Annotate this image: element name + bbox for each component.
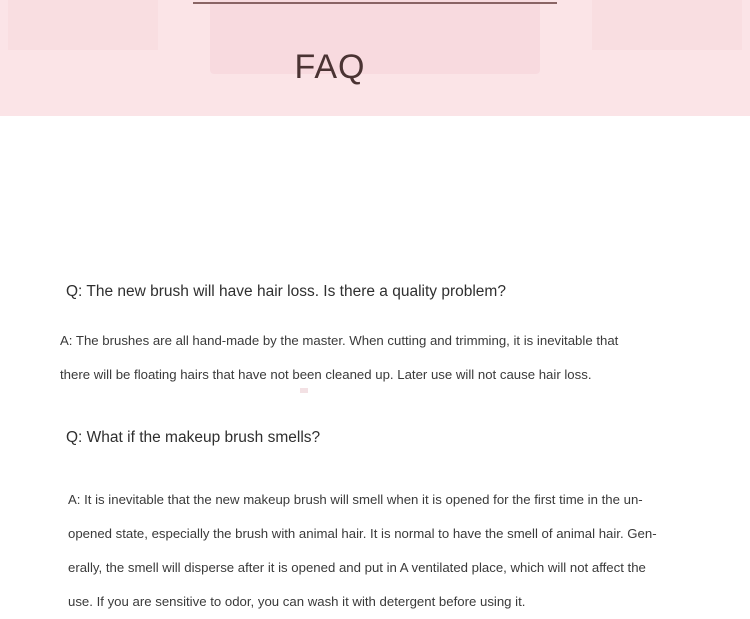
banner-decoration-left (8, 0, 158, 50)
page-title: FAQ (294, 47, 366, 86)
banner-decoration-right (592, 0, 742, 50)
faq-question: Q: What if the makeup brush smells? (66, 429, 321, 446)
faq-answer-line: A: It is inevitable that the new makeup brush will smell when it is opened for the first time in the un- (68, 492, 643, 507)
faq-answer (68, 483, 718, 619)
faq-answer-line: there will be floating hairs that have not been cleaned up. Later use will not cause hair loss. (60, 367, 592, 382)
faq-answer-line: use. If you are sensitive to odor, you can wash it with detergent before using it. (68, 594, 526, 609)
faq-answer-line: erally, the smell will disperse after it is opened and put in A ventilated place, which will not affect the (68, 560, 646, 575)
faq-answer-line: A: The brushes are all hand-made by the master. When cutting and trimming, it is inevitable that (60, 333, 619, 348)
page-artifact (300, 388, 308, 393)
faq-question: Q: The new brush will have hair loss. Is there a quality problem? (66, 283, 506, 300)
faq-banner (0, 0, 750, 116)
banner-divider (193, 2, 557, 4)
faq-answer-line: opened state, especially the brush with animal hair. It is normal to have the smell of animal hair. Gen- (68, 526, 657, 541)
faq-answer (60, 324, 730, 392)
